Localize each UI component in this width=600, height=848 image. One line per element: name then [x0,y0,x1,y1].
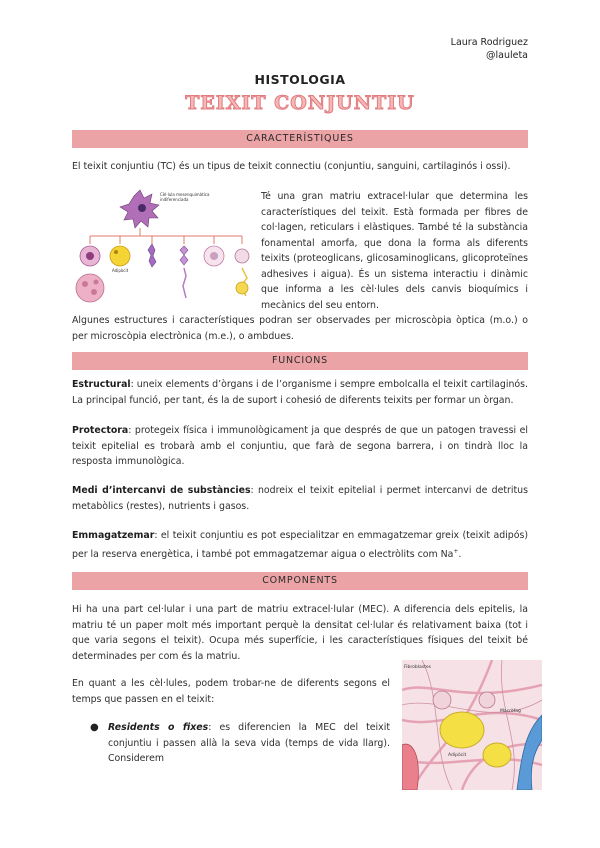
page-subtitle: TEIXIT CONJUNTIU [185,92,415,114]
function-text: : el teixit conjuntiu es pot especialitzar en emmagatzemar greix (teixit adipós) per la reserva energètica, i també pot emmagatzemar aigua o electròlits com Na [72,530,528,560]
section-heading-caracteristiques: CARACTERÍSTIQUES [72,130,528,148]
svg-text:Adipòcit: Adipòcit [112,268,129,273]
function-text: : uneix elements d’òrgans i de l’organisme i sempre embolcalla el teixit cartilaginós. La principal funció, per tant, és la de suport i cohesió de diferents teixits per formar un òrgan. [72,379,528,406]
bullet-item-residents [108,720,390,767]
tissue-label-fibroblastes: Fibroblastes [404,665,431,670]
bullet-term: Residents o fixes [108,722,209,733]
function-term: Emmagatzemar [72,530,155,541]
derived-cells [80,244,249,267]
bullet-marker: ● [90,722,99,733]
author-block [451,36,528,62]
connective-tissue-illustration [402,660,542,790]
sodium-superscript: + [453,547,459,555]
section-heading-components: COMPONENTS [72,572,528,590]
observation-paragraph: Algunes estructures i característiques podran ser observades per microscòpia òptica (m.o.) o per microscòpia electrònica (m.e.), o ambdues. [72,315,528,342]
function-item-intercanvi [72,483,528,514]
page-title: HISTOLOGIA [254,72,346,87]
function-term: Estructural [72,379,131,390]
cells-intro-paragraph: En quant a les cèl·lules, podem trobar-ne de diferents segons el temps que passen en el teixit: [72,678,390,705]
function-term: Protectora [72,425,129,436]
cell-differentiation-figure [72,184,250,306]
tissue-label-macrofag: Macròfag [500,709,521,714]
author-handle: @lauleta [485,50,528,61]
function-text: : protegeix física i immunològicament ja que després de que un patogen travessi el teixit epitelial es trobarà amb el conjuntiu, que farà de segona barrera, i on tindrà lloc la resposta immunològica. [72,425,528,467]
tissue-label-adipocit: Adipòcit [448,753,467,758]
section-heading-funcions: FUNCIONS [72,352,528,370]
svg-text:indiferenciada: indiferenciada [160,197,189,202]
function-term: Medi d’intercanvi de substàncies [72,485,251,496]
adipocyte-illustration [440,712,484,748]
function-tail: . [458,548,462,560]
intro-paragraph: El teixit conjuntiu (TC) és un tipus de teixit connectiu (conjuntiu, sanguini, cartilaginós i ossi). [72,161,511,172]
function-item-emmagatzemar [72,528,528,562]
matrix-paragraph: Té una gran matriu extracel·lular que determina les característiques del teixit. Està formada per fibres de col·lagen, reticulars i elàstiques. També té la substància fonamental amorfa, que dona la forma als diferents teixits (proteoglicans, glicosaminoglicans, glicoproteïnes adhesives i aigua). És un sistema interactiu i dinàmic que informa a les cèl·lules dels canvis bioquímics i mecànics del seu entorn. [261,191,528,311]
lower-cells [76,268,248,302]
components-paragraph: Hi ha una part cel·lular i una part de matriu extracel·lular (MEC). A diferencia dels epitelis, la matriu té un paper molt més important perquè la densitat cel·lular és relativament baixa (tot i que varia segons el teixit). Ocupa més superfície, i les característiques físiques del teixit bé determinades per com és la matriu. [72,604,528,662]
function-text: : nodreix el teixit epitelial i permet intercanvi de detritus metabòlics (restes), nutrients i gasos. [72,485,529,512]
mesenchymal-cell-illustration [120,190,159,228]
function-item-estructural [72,377,528,408]
bullet-text: : es diferencien la MEC del teixit conjuntiu i passen allà la seva vida (temps de vida llarg). Considerem [108,722,390,764]
function-item-protectora [72,423,528,470]
differentiation-arrows [90,228,242,244]
author-name: Laura Rodriguez [450,37,528,48]
figure-cell-label: Cèl·lula mesenquimàtica [160,192,210,197]
